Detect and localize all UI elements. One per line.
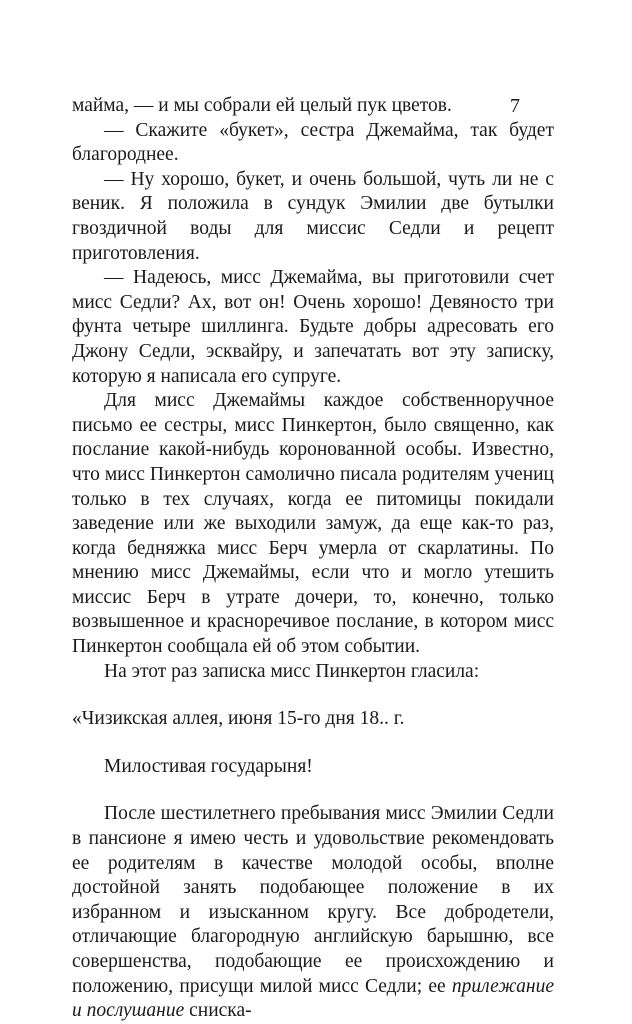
letter-greeting: Милостивая государыня! [104,755,313,777]
paragraph-dialogue-bill: — Надеюсь, мисс Джемайма, вы приготовили счет мисс Седли? Ах, вот он! Очень хорошо! Девяносто три фунта четыре шиллинга. Будьте добры адресовать его Джону Седли, эсквайру, и запечатать вот эту записку, которую я написала его супруге. [72,267,554,387]
paragraph-continuation: майма, — и мы собрали ей целый пук цветов. [72,95,452,116]
letter-heading: «Чизикская аллея, июня 15-го дня 18.. г. [72,708,405,730]
paragraph-dialogue-bouquet: — Скажите «букет», сестра Джемайма, так будет благороднее. [72,119,554,166]
letter-body-end: сниска- [184,1000,252,1022]
letter-body [72,802,554,1023]
paragraph-narration: Для мисс Джемаймы каждое собственноручное письмо ее сестры, мисс Пинкертон, было священно, как послание какой-нибудь коронованной особы. Известно, что мисс Пинкертон самолично писала родителям учениц только в тех случаях, когда ее питомицы покидали заведение или же выходили замуж, да еще как-то раз, когда бедняжка мисс Берч умерла от скарлатины. По мнению мисс Джемаймы, если что и могло утешить миссис Берч в утрате дочери, то, конечно, только возвышенное и красноречивое послание, в котором мисс Пинкертон сообщала ей об этом событии. [72,390,554,658]
paragraph-dialogue-flowers: — Ну хорошо, букет, и очень большой, чуть ли не с веник. Я положила в сундук Эмилии две бутылки гвоздичной воды для миссис Седли и рецепт приготовления. [72,168,554,264]
letter-body-start: После шестилетнего пребывания мисс Эмилии Седли в пансионе я имею честь и удовольствие рекомендовать ее родителям в качестве молодой особы, вполне достойной занять подобающее положение в их избранном и изысканном кругу. Все добродетели, отличающие благородную английскую барышню, все совершенства, подобающие ее происхождению и положению, присущи милой мисс Седли; ее [72,803,554,997]
page-text [72,94,554,1024]
letter-body-italic: прилежание и послушание [72,975,554,1022]
page-number: 7 [510,95,520,117]
paragraph-letter-intro: На этот раз записка мисс Пинкертон гласила: [104,660,480,682]
